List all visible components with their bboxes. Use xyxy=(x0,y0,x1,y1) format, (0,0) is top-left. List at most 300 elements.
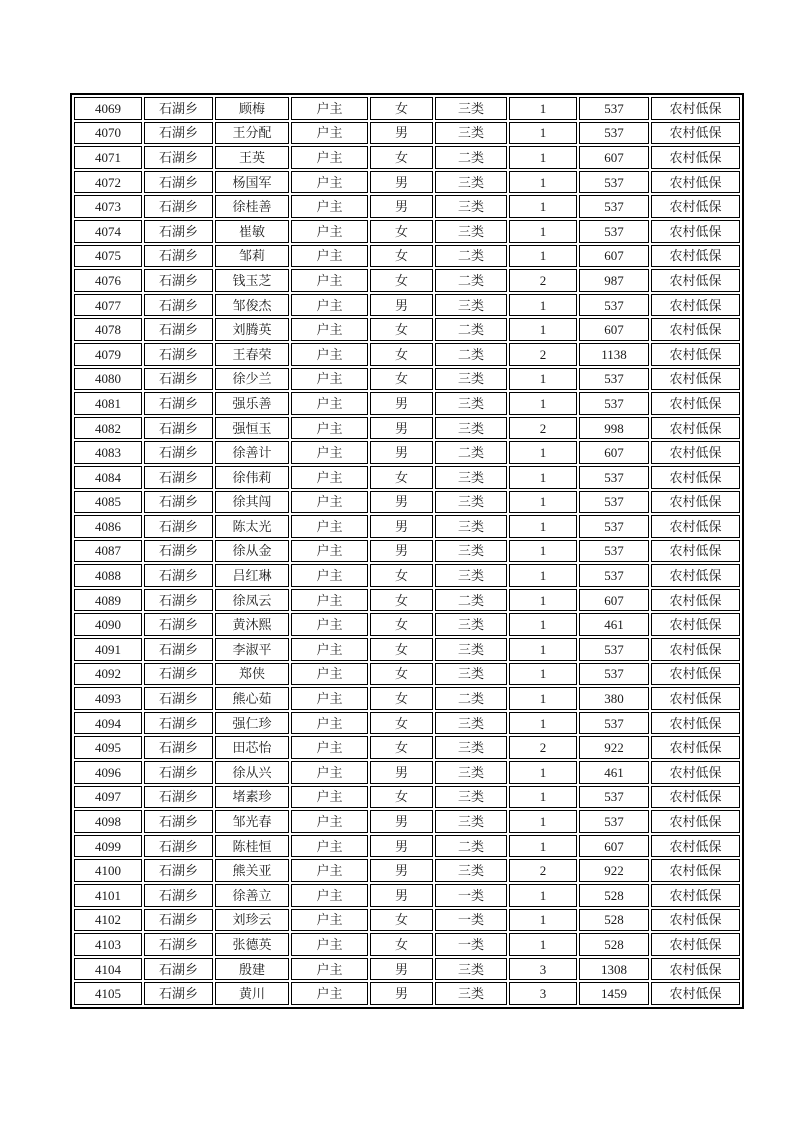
table-row xyxy=(74,736,740,759)
cell-relation: 户主 xyxy=(291,638,368,661)
cell-township: 石湖乡 xyxy=(144,515,213,538)
table-row xyxy=(74,884,740,907)
cell-subsidy_type: 农村低保 xyxy=(651,245,740,268)
cell-persons: 1 xyxy=(509,491,577,514)
table-row xyxy=(74,122,740,145)
cell-serial: 4096 xyxy=(74,761,142,784)
cell-name: 吕红琳 xyxy=(215,564,289,587)
cell-relation: 户主 xyxy=(291,171,368,194)
table-row xyxy=(74,441,740,464)
cell-serial: 4084 xyxy=(74,466,142,489)
cell-persons: 1 xyxy=(509,613,577,636)
cell-township: 石湖乡 xyxy=(144,195,213,218)
cell-relation: 户主 xyxy=(291,392,368,415)
cell-gender: 男 xyxy=(370,810,433,833)
cell-amount: 537 xyxy=(579,491,649,514)
cell-category: 二类 xyxy=(435,343,507,366)
cell-township: 石湖乡 xyxy=(144,638,213,661)
cell-serial: 4088 xyxy=(74,564,142,587)
cell-name: 邹莉 xyxy=(215,245,289,268)
cell-subsidy_type: 农村低保 xyxy=(651,491,740,514)
cell-serial: 4104 xyxy=(74,958,142,981)
cell-relation: 户主 xyxy=(291,146,368,169)
table-row xyxy=(74,786,740,809)
cell-relation: 户主 xyxy=(291,195,368,218)
cell-relation: 户主 xyxy=(291,294,368,317)
cell-category: 三类 xyxy=(435,368,507,391)
cell-relation: 户主 xyxy=(291,712,368,735)
cell-gender: 男 xyxy=(370,294,433,317)
cell-relation: 户主 xyxy=(291,958,368,981)
cell-relation: 户主 xyxy=(291,909,368,932)
cell-amount: 1459 xyxy=(579,982,649,1005)
cell-category: 三类 xyxy=(435,810,507,833)
table-row xyxy=(74,859,740,882)
table-row xyxy=(74,97,740,120)
cell-gender: 男 xyxy=(370,884,433,907)
cell-gender: 男 xyxy=(370,441,433,464)
cell-persons: 1 xyxy=(509,564,577,587)
records-table-body xyxy=(74,97,740,1005)
cell-relation: 户主 xyxy=(291,97,368,120)
cell-subsidy_type: 农村低保 xyxy=(651,810,740,833)
table-row xyxy=(74,589,740,612)
cell-township: 石湖乡 xyxy=(144,392,213,415)
cell-category: 三类 xyxy=(435,736,507,759)
cell-persons: 2 xyxy=(509,343,577,366)
cell-name: 刘珍云 xyxy=(215,909,289,932)
cell-category: 三类 xyxy=(435,564,507,587)
cell-amount: 537 xyxy=(579,564,649,587)
cell-relation: 户主 xyxy=(291,835,368,858)
cell-persons: 2 xyxy=(509,736,577,759)
cell-category: 二类 xyxy=(435,269,507,292)
cell-persons: 1 xyxy=(509,933,577,956)
cell-category: 一类 xyxy=(435,884,507,907)
cell-subsidy_type: 农村低保 xyxy=(651,982,740,1005)
cell-name: 殷建 xyxy=(215,958,289,981)
cell-name: 刘腾英 xyxy=(215,318,289,341)
cell-serial: 4071 xyxy=(74,146,142,169)
cell-amount: 537 xyxy=(579,294,649,317)
cell-persons: 1 xyxy=(509,687,577,710)
table-row xyxy=(74,515,740,538)
cell-persons: 1 xyxy=(509,810,577,833)
cell-serial: 4086 xyxy=(74,515,142,538)
cell-subsidy_type: 农村低保 xyxy=(651,294,740,317)
cell-persons: 1 xyxy=(509,220,577,243)
cell-amount: 461 xyxy=(579,761,649,784)
cell-subsidy_type: 农村低保 xyxy=(651,466,740,489)
cell-amount: 537 xyxy=(579,171,649,194)
table-row xyxy=(74,933,740,956)
cell-subsidy_type: 农村低保 xyxy=(651,269,740,292)
cell-subsidy_type: 农村低保 xyxy=(651,417,740,440)
cell-name: 堵素珍 xyxy=(215,786,289,809)
table-row xyxy=(74,220,740,243)
cell-persons: 1 xyxy=(509,540,577,563)
cell-gender: 男 xyxy=(370,540,433,563)
cell-amount: 537 xyxy=(579,97,649,120)
cell-township: 石湖乡 xyxy=(144,318,213,341)
cell-subsidy_type: 农村低保 xyxy=(651,195,740,218)
cell-relation: 户主 xyxy=(291,564,368,587)
cell-persons: 1 xyxy=(509,663,577,686)
table-row xyxy=(74,613,740,636)
cell-persons: 1 xyxy=(509,146,577,169)
cell-relation: 户主 xyxy=(291,761,368,784)
cell-township: 石湖乡 xyxy=(144,146,213,169)
cell-name: 黄沐熙 xyxy=(215,613,289,636)
cell-name: 徐善立 xyxy=(215,884,289,907)
cell-persons: 1 xyxy=(509,245,577,268)
cell-township: 石湖乡 xyxy=(144,687,213,710)
cell-persons: 1 xyxy=(509,909,577,932)
cell-gender: 男 xyxy=(370,835,433,858)
cell-category: 二类 xyxy=(435,687,507,710)
cell-category: 三类 xyxy=(435,122,507,145)
cell-serial: 4070 xyxy=(74,122,142,145)
cell-category: 三类 xyxy=(435,195,507,218)
cell-serial: 4082 xyxy=(74,417,142,440)
cell-subsidy_type: 农村低保 xyxy=(651,540,740,563)
cell-gender: 女 xyxy=(370,786,433,809)
cell-amount: 607 xyxy=(579,318,649,341)
cell-category: 三类 xyxy=(435,958,507,981)
cell-name: 李淑平 xyxy=(215,638,289,661)
cell-gender: 男 xyxy=(370,859,433,882)
cell-persons: 1 xyxy=(509,441,577,464)
cell-township: 石湖乡 xyxy=(144,958,213,981)
cell-serial: 4077 xyxy=(74,294,142,317)
cell-name: 徐伟莉 xyxy=(215,466,289,489)
cell-category: 三类 xyxy=(435,712,507,735)
cell-relation: 户主 xyxy=(291,491,368,514)
cell-category: 三类 xyxy=(435,417,507,440)
cell-subsidy_type: 农村低保 xyxy=(651,958,740,981)
cell-relation: 户主 xyxy=(291,343,368,366)
table-row xyxy=(74,958,740,981)
cell-name: 徐从兴 xyxy=(215,761,289,784)
cell-persons: 1 xyxy=(509,466,577,489)
cell-gender: 男 xyxy=(370,171,433,194)
cell-township: 石湖乡 xyxy=(144,663,213,686)
cell-relation: 户主 xyxy=(291,245,368,268)
cell-relation: 户主 xyxy=(291,417,368,440)
cell-persons: 1 xyxy=(509,786,577,809)
cell-gender: 女 xyxy=(370,687,433,710)
cell-category: 三类 xyxy=(435,491,507,514)
cell-amount: 922 xyxy=(579,736,649,759)
cell-serial: 4079 xyxy=(74,343,142,366)
cell-serial: 4093 xyxy=(74,687,142,710)
cell-serial: 4090 xyxy=(74,613,142,636)
cell-subsidy_type: 农村低保 xyxy=(651,171,740,194)
cell-serial: 4080 xyxy=(74,368,142,391)
cell-amount: 537 xyxy=(579,712,649,735)
records-table xyxy=(70,93,744,1009)
cell-gender: 男 xyxy=(370,122,433,145)
cell-township: 石湖乡 xyxy=(144,564,213,587)
cell-subsidy_type: 农村低保 xyxy=(651,786,740,809)
cell-name: 黄川 xyxy=(215,982,289,1005)
table-row xyxy=(74,245,740,268)
cell-relation: 户主 xyxy=(291,663,368,686)
cell-relation: 户主 xyxy=(291,613,368,636)
cell-relation: 户主 xyxy=(291,786,368,809)
table-row xyxy=(74,491,740,514)
cell-subsidy_type: 农村低保 xyxy=(651,343,740,366)
cell-name: 徐凤云 xyxy=(215,589,289,612)
table-row xyxy=(74,835,740,858)
cell-serial: 4073 xyxy=(74,195,142,218)
cell-relation: 户主 xyxy=(291,220,368,243)
cell-township: 石湖乡 xyxy=(144,97,213,120)
cell-amount: 987 xyxy=(579,269,649,292)
cell-serial: 4102 xyxy=(74,909,142,932)
cell-subsidy_type: 农村低保 xyxy=(651,736,740,759)
cell-serial: 4074 xyxy=(74,220,142,243)
cell-name: 陈桂恒 xyxy=(215,835,289,858)
table-row xyxy=(74,195,740,218)
cell-subsidy_type: 农村低保 xyxy=(651,441,740,464)
cell-name: 徐其闯 xyxy=(215,491,289,514)
cell-category: 二类 xyxy=(435,146,507,169)
table-row xyxy=(74,392,740,415)
cell-category: 三类 xyxy=(435,786,507,809)
cell-gender: 女 xyxy=(370,663,433,686)
cell-relation: 户主 xyxy=(291,933,368,956)
cell-township: 石湖乡 xyxy=(144,245,213,268)
cell-category: 三类 xyxy=(435,663,507,686)
cell-name: 王分配 xyxy=(215,122,289,145)
cell-serial: 4069 xyxy=(74,97,142,120)
cell-gender: 男 xyxy=(370,491,433,514)
cell-amount: 537 xyxy=(579,786,649,809)
cell-township: 石湖乡 xyxy=(144,982,213,1005)
cell-name: 王英 xyxy=(215,146,289,169)
cell-serial: 4099 xyxy=(74,835,142,858)
cell-township: 石湖乡 xyxy=(144,884,213,907)
cell-gender: 女 xyxy=(370,589,433,612)
cell-subsidy_type: 农村低保 xyxy=(651,687,740,710)
cell-subsidy_type: 农村低保 xyxy=(651,220,740,243)
cell-persons: 2 xyxy=(509,417,577,440)
table-row xyxy=(74,687,740,710)
cell-township: 石湖乡 xyxy=(144,269,213,292)
cell-relation: 户主 xyxy=(291,269,368,292)
cell-category: 三类 xyxy=(435,613,507,636)
cell-persons: 1 xyxy=(509,761,577,784)
cell-name: 熊心茹 xyxy=(215,687,289,710)
cell-township: 石湖乡 xyxy=(144,368,213,391)
cell-serial: 4094 xyxy=(74,712,142,735)
cell-township: 石湖乡 xyxy=(144,171,213,194)
cell-relation: 户主 xyxy=(291,884,368,907)
cell-amount: 607 xyxy=(579,441,649,464)
cell-name: 徐善计 xyxy=(215,441,289,464)
cell-relation: 户主 xyxy=(291,441,368,464)
cell-serial: 4089 xyxy=(74,589,142,612)
cell-category: 一类 xyxy=(435,933,507,956)
table-row xyxy=(74,171,740,194)
cell-township: 石湖乡 xyxy=(144,613,213,636)
cell-subsidy_type: 农村低保 xyxy=(651,368,740,391)
cell-persons: 1 xyxy=(509,392,577,415)
cell-subsidy_type: 农村低保 xyxy=(651,146,740,169)
cell-amount: 537 xyxy=(579,540,649,563)
cell-gender: 女 xyxy=(370,269,433,292)
cell-gender: 女 xyxy=(370,638,433,661)
cell-category: 二类 xyxy=(435,245,507,268)
cell-subsidy_type: 农村低保 xyxy=(651,712,740,735)
cell-subsidy_type: 农村低保 xyxy=(651,589,740,612)
cell-name: 田芯怡 xyxy=(215,736,289,759)
cell-persons: 1 xyxy=(509,884,577,907)
cell-serial: 4076 xyxy=(74,269,142,292)
cell-serial: 4078 xyxy=(74,318,142,341)
cell-subsidy_type: 农村低保 xyxy=(651,933,740,956)
cell-relation: 户主 xyxy=(291,982,368,1005)
cell-serial: 4083 xyxy=(74,441,142,464)
cell-name: 熊关亚 xyxy=(215,859,289,882)
cell-gender: 男 xyxy=(370,515,433,538)
cell-gender: 女 xyxy=(370,220,433,243)
cell-category: 二类 xyxy=(435,835,507,858)
cell-amount: 1138 xyxy=(579,343,649,366)
table-row xyxy=(74,564,740,587)
table-row xyxy=(74,663,740,686)
cell-subsidy_type: 农村低保 xyxy=(651,761,740,784)
cell-gender: 女 xyxy=(370,736,433,759)
cell-category: 三类 xyxy=(435,466,507,489)
cell-amount: 607 xyxy=(579,245,649,268)
cell-serial: 4100 xyxy=(74,859,142,882)
cell-name: 陈太光 xyxy=(215,515,289,538)
cell-amount: 607 xyxy=(579,146,649,169)
cell-gender: 男 xyxy=(370,195,433,218)
cell-persons: 1 xyxy=(509,835,577,858)
cell-persons: 1 xyxy=(509,97,577,120)
table-row xyxy=(74,269,740,292)
cell-township: 石湖乡 xyxy=(144,491,213,514)
table-row xyxy=(74,761,740,784)
cell-relation: 户主 xyxy=(291,540,368,563)
cell-category: 三类 xyxy=(435,638,507,661)
cell-relation: 户主 xyxy=(291,368,368,391)
cell-amount: 607 xyxy=(579,589,649,612)
cell-amount: 537 xyxy=(579,663,649,686)
cell-gender: 女 xyxy=(370,564,433,587)
cell-category: 三类 xyxy=(435,859,507,882)
cell-township: 石湖乡 xyxy=(144,761,213,784)
cell-gender: 男 xyxy=(370,761,433,784)
cell-persons: 3 xyxy=(509,982,577,1005)
cell-township: 石湖乡 xyxy=(144,220,213,243)
cell-gender: 女 xyxy=(370,318,433,341)
cell-persons: 2 xyxy=(509,269,577,292)
cell-subsidy_type: 农村低保 xyxy=(651,392,740,415)
cell-gender: 男 xyxy=(370,982,433,1005)
cell-persons: 1 xyxy=(509,712,577,735)
table-row xyxy=(74,294,740,317)
cell-amount: 528 xyxy=(579,909,649,932)
cell-amount: 528 xyxy=(579,884,649,907)
cell-persons: 1 xyxy=(509,122,577,145)
cell-serial: 4087 xyxy=(74,540,142,563)
cell-serial: 4105 xyxy=(74,982,142,1005)
cell-name: 徐少兰 xyxy=(215,368,289,391)
table-row xyxy=(74,638,740,661)
cell-gender: 女 xyxy=(370,466,433,489)
cell-category: 三类 xyxy=(435,97,507,120)
cell-township: 石湖乡 xyxy=(144,122,213,145)
cell-persons: 1 xyxy=(509,318,577,341)
cell-gender: 男 xyxy=(370,392,433,415)
cell-township: 石湖乡 xyxy=(144,294,213,317)
cell-township: 石湖乡 xyxy=(144,786,213,809)
table-row xyxy=(74,540,740,563)
cell-subsidy_type: 农村低保 xyxy=(651,318,740,341)
cell-relation: 户主 xyxy=(291,122,368,145)
cell-subsidy_type: 农村低保 xyxy=(651,122,740,145)
cell-township: 石湖乡 xyxy=(144,540,213,563)
cell-serial: 4103 xyxy=(74,933,142,956)
cell-name: 杨国军 xyxy=(215,171,289,194)
cell-relation: 户主 xyxy=(291,318,368,341)
cell-persons: 1 xyxy=(509,294,577,317)
cell-amount: 528 xyxy=(579,933,649,956)
cell-subsidy_type: 农村低保 xyxy=(651,663,740,686)
cell-township: 石湖乡 xyxy=(144,343,213,366)
cell-persons: 1 xyxy=(509,368,577,391)
cell-township: 石湖乡 xyxy=(144,466,213,489)
cell-gender: 女 xyxy=(370,146,433,169)
cell-amount: 537 xyxy=(579,220,649,243)
cell-name: 崔敏 xyxy=(215,220,289,243)
cell-name: 强仁珍 xyxy=(215,712,289,735)
cell-category: 三类 xyxy=(435,982,507,1005)
table-row xyxy=(74,909,740,932)
table-row xyxy=(74,343,740,366)
cell-category: 一类 xyxy=(435,909,507,932)
cell-persons: 1 xyxy=(509,195,577,218)
cell-gender: 女 xyxy=(370,368,433,391)
cell-category: 三类 xyxy=(435,761,507,784)
cell-gender: 男 xyxy=(370,958,433,981)
table-row xyxy=(74,368,740,391)
table-row xyxy=(74,146,740,169)
cell-serial: 4097 xyxy=(74,786,142,809)
cell-gender: 女 xyxy=(370,933,433,956)
cell-name: 强乐善 xyxy=(215,392,289,415)
cell-gender: 女 xyxy=(370,712,433,735)
cell-category: 三类 xyxy=(435,540,507,563)
cell-category: 二类 xyxy=(435,589,507,612)
cell-category: 三类 xyxy=(435,392,507,415)
table-row xyxy=(74,712,740,735)
cell-name: 邹俊杰 xyxy=(215,294,289,317)
cell-persons: 1 xyxy=(509,589,577,612)
cell-gender: 女 xyxy=(370,909,433,932)
cell-amount: 537 xyxy=(579,392,649,415)
cell-subsidy_type: 农村低保 xyxy=(651,564,740,587)
cell-category: 三类 xyxy=(435,515,507,538)
cell-persons: 3 xyxy=(509,958,577,981)
cell-relation: 户主 xyxy=(291,466,368,489)
cell-subsidy_type: 农村低保 xyxy=(651,909,740,932)
cell-name: 徐从金 xyxy=(215,540,289,563)
